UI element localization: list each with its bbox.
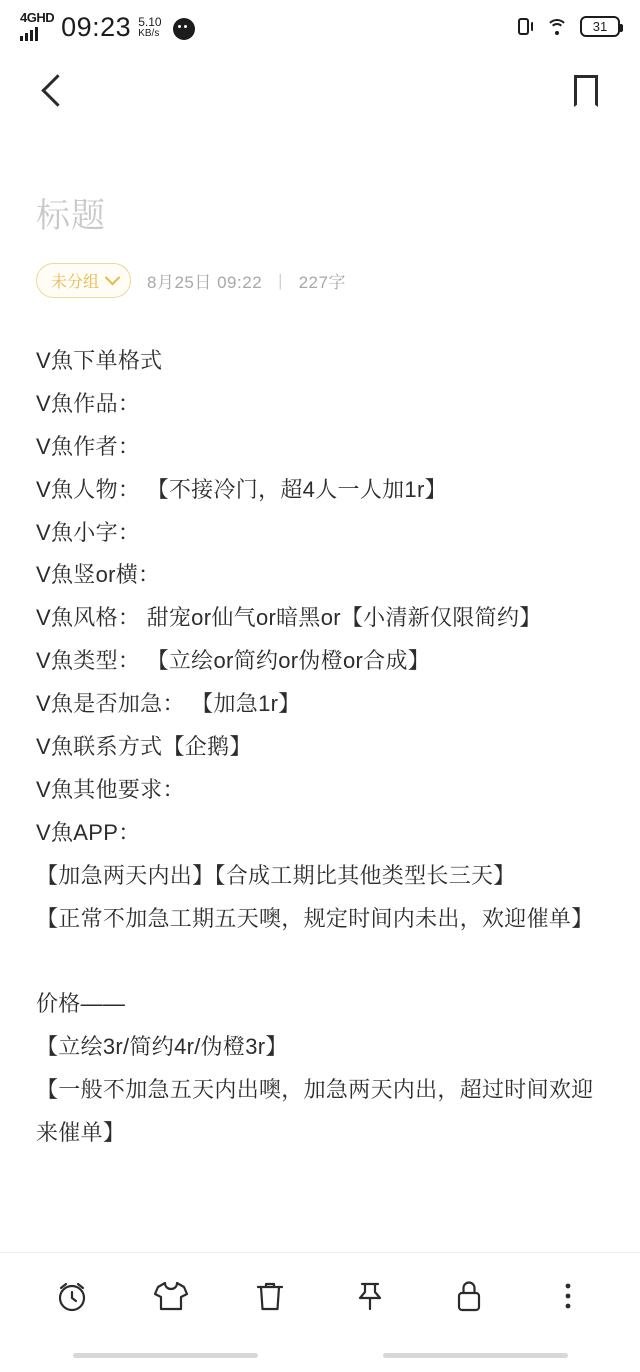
note-line: V魚其他要求： xyxy=(36,776,185,802)
status-bar-right xyxy=(518,16,620,37)
network-indicator xyxy=(20,11,54,41)
note-line: 价格—— xyxy=(36,991,126,1017)
vibrate-icon xyxy=(518,18,534,35)
network-speed xyxy=(138,16,161,41)
group-selector[interactable] xyxy=(36,263,131,298)
note-line: V魚是否加急： 【加急1r】 xyxy=(36,691,301,717)
note-line-blank xyxy=(36,940,604,983)
group-label: 未分组 xyxy=(51,274,100,291)
status-clock: 09:23 xyxy=(61,12,132,42)
note-meta-row xyxy=(36,263,604,298)
app-nav-bar xyxy=(0,52,640,130)
trash-icon[interactable] xyxy=(242,1268,298,1324)
note-line: V魚人物： 【不接冷门，超4人一人加1r】 xyxy=(36,476,447,502)
tshirt-icon[interactable] xyxy=(143,1268,199,1324)
note-line: V魚小字： xyxy=(36,519,141,545)
page-title[interactable]: 标题 xyxy=(36,197,106,235)
note-line: 【一般不加急五天内出噢，加急两天内出，超过时间欢迎来催单】 xyxy=(36,1077,594,1146)
chevron-down-icon xyxy=(105,270,121,286)
signal-strength-icon xyxy=(20,26,38,41)
back-chevron-icon[interactable] xyxy=(38,70,70,112)
status-bar xyxy=(0,0,640,52)
meta-separator: | xyxy=(278,270,283,290)
status-bar-left xyxy=(20,11,195,41)
note-word-count: 227字 xyxy=(298,273,346,292)
gesture-bar-right xyxy=(383,1353,568,1358)
note-line: 【正常不加急工期五天噢，规定时间内未出，欢迎催单】 xyxy=(36,905,594,931)
battery-level-label: 31 xyxy=(592,18,608,34)
note-line: V魚作品： xyxy=(36,390,141,416)
network-type-label: 4GHD xyxy=(20,10,55,25)
note-line: V魚APP： xyxy=(36,819,141,845)
bookmark-icon[interactable] xyxy=(568,70,602,112)
wechat-icon xyxy=(173,18,195,40)
gesture-bar-left xyxy=(73,1353,258,1358)
network-speed-unit: KB/s xyxy=(138,27,160,39)
battery-indicator xyxy=(580,16,620,37)
network-speed-value: 5.10 xyxy=(138,14,162,29)
note-line: V魚竖or横： xyxy=(36,562,161,588)
note-date: 8月25日 09:22 xyxy=(147,273,263,292)
lock-icon[interactable] xyxy=(441,1268,497,1324)
pin-icon[interactable] xyxy=(342,1268,398,1324)
note-content xyxy=(0,188,640,1155)
note-line: V魚风格： 甜宠or仙气or暗黑or【小清新仅限简约】 xyxy=(36,605,542,631)
note-body[interactable] xyxy=(36,340,604,1155)
note-line: 【加急两天内出】【合成工期比其他类型长三天】 xyxy=(36,862,516,888)
system-gesture-bar xyxy=(0,1338,640,1372)
note-line: 【立绘3r/简约4r/伪橙3r】 xyxy=(36,1034,288,1060)
wifi-icon xyxy=(546,18,568,35)
bottom-toolbar xyxy=(0,1252,640,1338)
note-line: V魚类型： 【立绘or简约or伪橙or合成】 xyxy=(36,648,431,674)
note-line: V魚下单格式 xyxy=(36,348,163,373)
alarm-clock-icon[interactable] xyxy=(44,1268,100,1324)
note-line: V魚联系方式【企鹅】 xyxy=(36,734,252,760)
more-vertical-icon[interactable] xyxy=(540,1268,596,1324)
note-line: V魚作者： xyxy=(36,433,141,459)
